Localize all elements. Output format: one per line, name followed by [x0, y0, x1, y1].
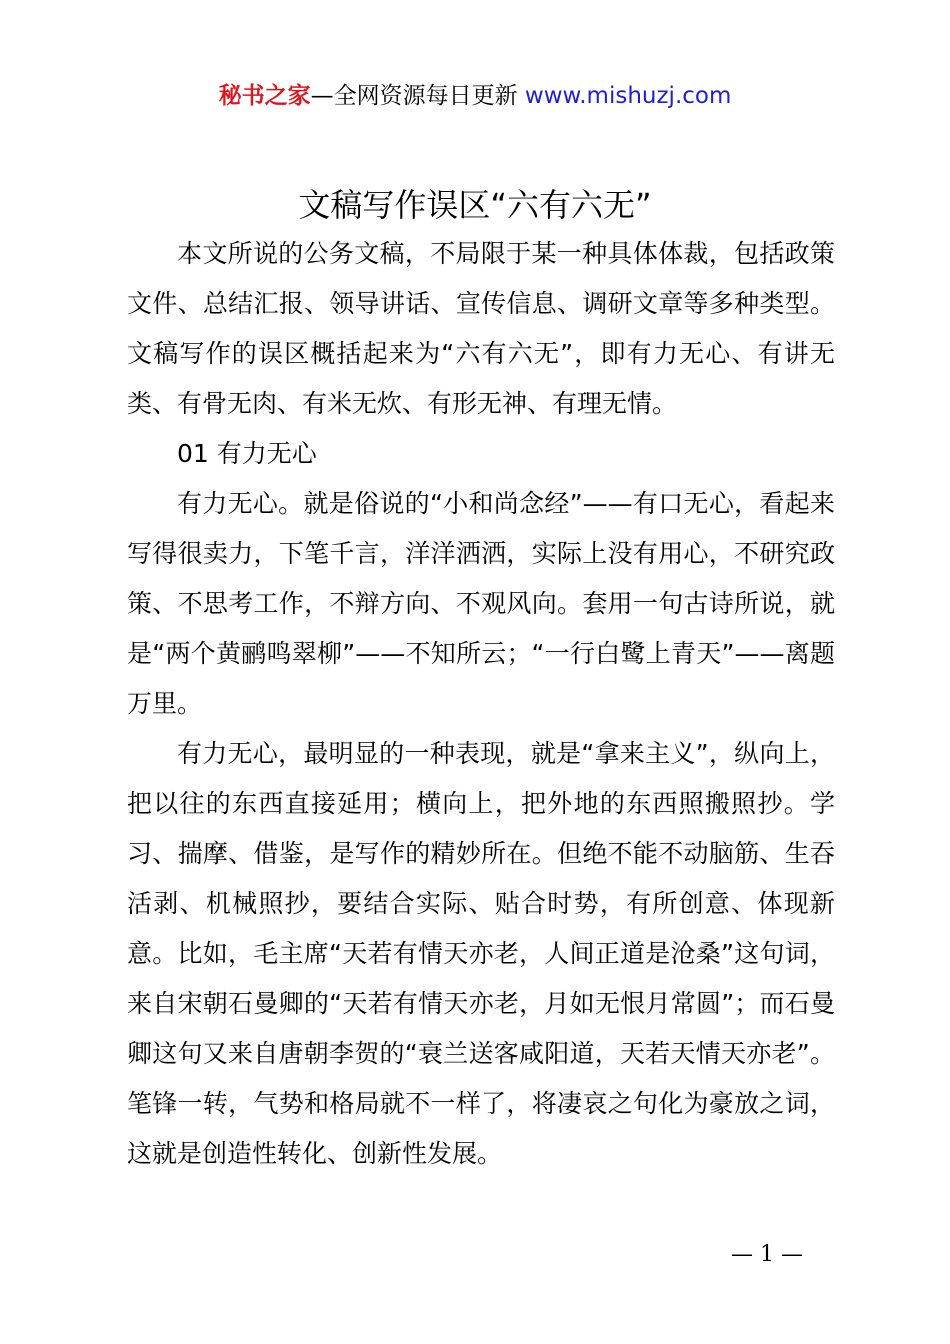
site-brand: 秘书之家 — [218, 83, 311, 109]
intro-paragraph: 本文所说的公务文稿，不局限于某一种具体体裁，包括政策文件、总结汇报、领导讲话、宣传信息、调研文章等多种类型。文稿写作的误区概括起来为“六有六无”，即有力无心、有讲无类、有骨无肉、有米无炊、有形无神、有理无情。 — [127, 239, 835, 418]
page-number: — 1 — — [731, 1242, 803, 1267]
site-tagline: —全网资源每日更新 — [310, 83, 518, 109]
site-url-link[interactable]: www.mishuzj.com — [524, 83, 732, 109]
section-heading: 01 有力无心 — [177, 439, 317, 468]
document-title: 文稿写作误区“六有六无” — [298, 186, 652, 224]
section-paragraph: 有力无心，最明显的一种表现，就是“拿来主义”，纵向上，把以往的东西直接延用；横向上，把外地的东西照搬照抄。学习、揣摩、借鉴，是写作的精妙所在。但绝不能不动脑筋、生吞活剥、机械照抄，要结合实际、贴合时势，有所创意、体现新意。比如，毛主席“天若有情天亦老，人间正道是沧桑”这句词，来自宋朝石曼卿的“天若有情天亦老，月如无恨月常圆”；而石曼卿这句又来自唐朝李贺的“衰兰送客咸阳道，天若天情天亦老”。笔锋一转，气势和格局就不一样了，将凄哀之句化为豪放之词，这就是创造性转化、创新性发展。 — [127, 739, 835, 1168]
document-body — [127, 229, 835, 1179]
section-paragraph: 有力无心。就是俗说的“小和尚念经”——有口无心，看起来写得很卖力，下笔千言，洋洋洒洒，实际上没有用心，不研究政策、不思考工作，不辩方向、不观风向。套用一句古诗所说，就是“两个黄鹂鸣翠柳”——不知所云；“一行白鹭上青天”——离题万里。 — [127, 489, 835, 718]
site-header — [0, 80, 950, 112]
